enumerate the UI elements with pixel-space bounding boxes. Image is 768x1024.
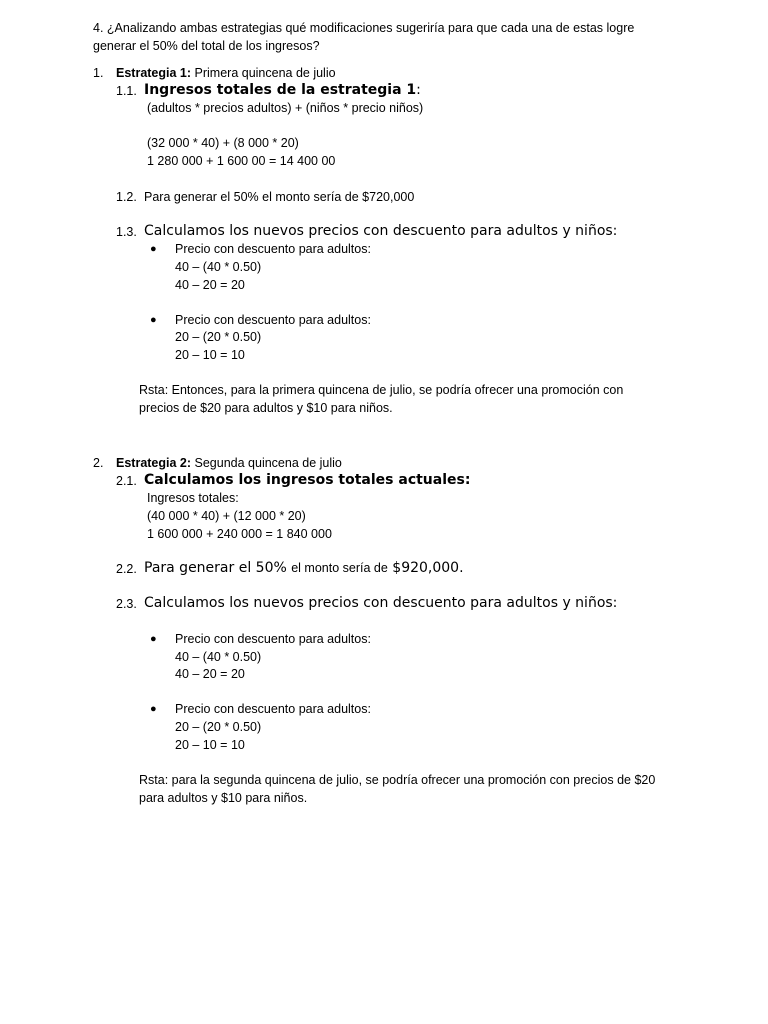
- answer-2-line-2: para adultos y $10 para niños.: [139, 791, 308, 805]
- bullet-3-line-1: 40 – (40 * 0.50): [175, 650, 262, 664]
- bullet-icon: ●: [150, 633, 157, 645]
- strategy-2-heading: [116, 455, 342, 472]
- bullet-2-line-1: 20 – (20 * 0.50): [175, 330, 262, 344]
- bullet-2-title: Precio con descuento para adultos:: [175, 313, 371, 327]
- item-2-1-line-2: (40 000 * 40) + (12 000 * 20): [147, 509, 306, 523]
- bullet-4-title: Precio con descuento para adultos:: [175, 702, 371, 716]
- bullet-1-line-2: 40 – 20 = 20: [175, 278, 245, 292]
- item-1-1-formula: (adultos * precios adultos) + (niños * precio niños): [147, 101, 424, 115]
- answer-2-line-1: Rsta: para la segunda quincena de julio, se podría ofrecer una promoción con precios de $20: [139, 773, 656, 787]
- strategy-1-label: Estrategia 1:: [116, 66, 192, 80]
- item-1-1-heading-text: Ingresos totales de la estrategia 1: [144, 82, 417, 98]
- item-1-1-calc-2: 1 280 000 + 1 600 00 = 14 400 00: [147, 154, 336, 168]
- answer-1-line-1: Rsta: Entonces, para la primera quincena de julio, se podría ofrecer una promoción con: [139, 383, 624, 397]
- bullet-4-line-1: 20 – (20 * 0.50): [175, 720, 262, 734]
- answer-1-line-2: precios de $20 para adultos y $10 para niños.: [139, 401, 393, 415]
- item-1-1-heading: [144, 82, 421, 99]
- item-2-2-text: [144, 560, 464, 577]
- item-2-3-text: Calculamos los nuevos precios con descuento para adultos y niños:: [144, 595, 618, 611]
- item-2-2-number: 2.2.: [116, 562, 137, 576]
- bullet-2-line-2: 20 – 10 = 10: [175, 348, 245, 362]
- strategy-1-number: 1.: [93, 66, 104, 80]
- bullet-1-line-1: 40 – (40 * 0.50): [175, 260, 262, 274]
- bullet-3-title: Precio con descuento para adultos:: [175, 632, 371, 646]
- question-line-2: generar el 50% del total de los ingresos?: [93, 39, 320, 53]
- item-2-1-heading: Calculamos los ingresos totales actuales:: [144, 472, 471, 488]
- strategy-2-title: Segunda quincena de julio: [194, 456, 342, 470]
- bullet-1-title: Precio con descuento para adultos:: [175, 242, 371, 256]
- strategy-2-label: Estrategia 2:: [116, 456, 192, 470]
- strategy-1-title: Primera quincena de julio: [194, 66, 336, 80]
- item-2-1-line-3: 1 600 000 + 240 000 = 1 840 000: [147, 527, 332, 541]
- bullet-3-line-2: 40 – 20 = 20: [175, 667, 245, 681]
- item-1-1-number: 1.1.: [116, 84, 137, 98]
- item-1-1-colon: :: [416, 82, 421, 98]
- item-1-3-text: Calculamos los nuevos precios con descuento para adultos y niños:: [144, 223, 618, 239]
- bullet-icon: ●: [150, 703, 157, 715]
- item-2-2-part-3: $920,000.: [392, 560, 464, 576]
- question-line-1: 4. ¿Analizando ambas estrategias qué modificaciones sugeriría para que cada una de estas logre: [93, 21, 635, 35]
- strategy-1-heading: [116, 65, 336, 82]
- bullet-icon: ●: [150, 243, 157, 255]
- strategy-2-number: 2.: [93, 456, 104, 470]
- item-2-2-part-2: el monto sería de: [291, 561, 388, 575]
- item-2-3-number: 2.3.: [116, 597, 137, 611]
- bullet-4-line-2: 20 – 10 = 10: [175, 738, 245, 752]
- item-1-3-number: 1.3.: [116, 225, 137, 239]
- item-1-2-text: Para generar el 50% el monto sería de $720,000: [144, 190, 415, 204]
- item-2-2-part-1: Para generar el 50%: [144, 560, 287, 576]
- item-1-2-number: 1.2.: [116, 190, 137, 204]
- item-2-1-line-1: Ingresos totales:: [147, 491, 239, 505]
- item-1-1-calc-1: (32 000 * 40) + (8 000 * 20): [147, 136, 299, 150]
- bullet-icon: ●: [150, 314, 157, 326]
- item-2-1-number: 2.1.: [116, 474, 137, 488]
